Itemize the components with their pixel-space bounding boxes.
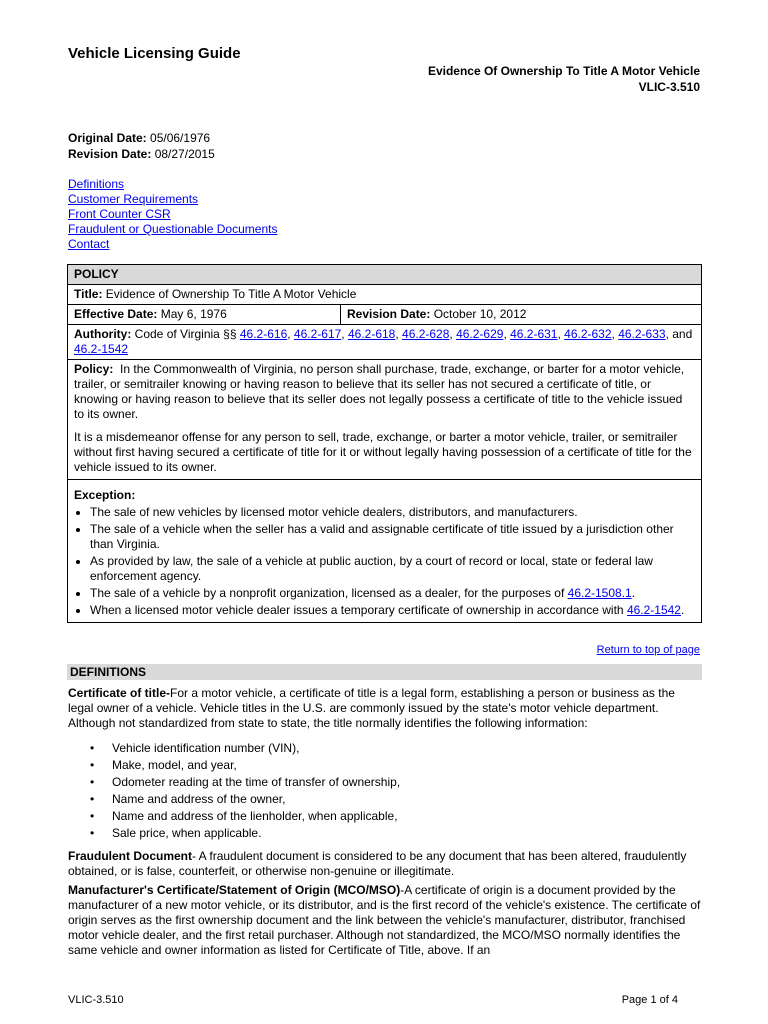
- policy-title-cell: [68, 285, 702, 305]
- list-item: • Name and address of the lienholder, when applicable,: [112, 808, 702, 825]
- document-title: Evidence Of Ownership To Title A Motor Vehicle: [427, 64, 700, 78]
- exception-item: • The sale of a vehicle by a nonprofit organization, licensed as a dealer, for the purposes of 46.2-1508.1.: [90, 586, 695, 601]
- mco-term: Manufacturer's Certificate/Statement of Origin (MCO/MSO): [68, 883, 401, 897]
- exception-label: Exception:: [74, 488, 136, 502]
- authority-text: Code of Virginia §§: [134, 327, 237, 341]
- definitions-heading: DEFINITIONS: [67, 664, 702, 680]
- policy-revision-date-cell: [341, 305, 702, 325]
- authority-label: Authority:: [74, 327, 132, 341]
- authority-link[interactable]: 46.2-618: [347, 327, 396, 341]
- exception-item: • The sale of a vehicle when the seller has a valid and assignable certificate of title issued by a jurisdiction other than Virginia.: [90, 522, 695, 552]
- certificate-of-title-definition: [68, 686, 702, 731]
- certificate-info-list: [68, 740, 702, 842]
- certificate-of-title-text: For a motor vehicle, a certificate of title is a legal form, establishing a person or business as the legal owner of a vehicle. Vehicle titles in the U.S. are commonly issued by the state's motor vehicle department. Although not standardized from state to state, the title normally identifies the following information:: [68, 686, 675, 730]
- authority-link[interactable]: 46.2-628: [402, 327, 450, 341]
- effective-date-cell: [68, 305, 341, 325]
- policy-heading: POLICY: [68, 265, 702, 285]
- revision-date-row: [68, 147, 215, 161]
- exception-item: • The sale of new vehicles by licensed motor vehicle dealers, distributors, and manufacturers.: [90, 505, 695, 520]
- authority-link[interactable]: 46.2-617: [293, 327, 342, 341]
- policy-table: [67, 264, 702, 623]
- policy-paragraph-1: In the Commonwealth of Virginia, no person shall purchase, trade, exchange, or barter for a motor vehicle, trailer, or semitrailer knowing or having reason to believe that its seller has not secured a certificate of title, or knowing or having reason to believe that its seller does not legally possess a certificate of title to the vehicle issued to its owner.: [74, 362, 685, 421]
- authority-link[interactable]: 46.2-629: [456, 327, 504, 341]
- certificate-info-list-wrap: [68, 740, 702, 842]
- fraudulent-document-term: Fraudulent Document: [68, 849, 193, 863]
- document-code: VLIC-3.510: [638, 80, 700, 94]
- authority-link[interactable]: 46.2-632: [564, 327, 612, 341]
- link-definitions[interactable]: Definitions: [68, 177, 125, 191]
- return-to-top-link[interactable]: Return to top of page: [596, 644, 700, 656]
- policy-revision-date-label: Revision Date:: [347, 307, 431, 321]
- fraudulent-document-definition: [68, 849, 702, 879]
- link-customer-requirements[interactable]: Customer Requirements: [68, 192, 199, 206]
- list-item: • Name and address of the owner,: [112, 791, 702, 808]
- toc-links: [68, 177, 277, 252]
- mco-definition: [68, 883, 702, 958]
- exception-text: When a licensed motor vehicle dealer issues a temporary certificate of ownership in accordance with: [90, 603, 624, 617]
- link-contact[interactable]: Contact: [68, 237, 110, 251]
- policy-statement-cell: [68, 360, 702, 480]
- list-item: • Sale price, when applicable.: [112, 825, 702, 842]
- effective-date-value: May 6, 1976: [160, 307, 227, 321]
- authority-cell: Authority: Code of Virginia §§ 46.2-616, 46.2-617, 46.2-618, 46.2-628, 46.2-629, 46.2-631, 46.2-632, 46.2-633, and 46.2-1542: [68, 325, 702, 360]
- link-front-counter-csr[interactable]: Front Counter CSR: [68, 207, 171, 221]
- exception-item: • As provided by law, the sale of a vehicle at public auction, by a court of record or local, state or federal law enforcement agency.: [90, 554, 695, 584]
- original-date-label: Original Date:: [68, 131, 147, 145]
- policy-title-label: Title:: [74, 287, 103, 301]
- list-item: • Make, model, and year,: [112, 757, 702, 774]
- revision-date-label: Revision Date:: [68, 147, 152, 161]
- exception-link[interactable]: 46.2-1508.1: [567, 586, 632, 600]
- authority-and: and: [672, 327, 693, 341]
- original-date-value: 05/06/1976: [150, 131, 211, 145]
- authority-link[interactable]: 46.2-633: [618, 327, 666, 341]
- certificate-of-title-term: Certificate of title-: [68, 686, 171, 700]
- list-item: • Odometer reading at the time of transfer of ownership,: [112, 774, 702, 791]
- link-fraudulent-documents[interactable]: Fraudulent or Questionable Documents: [68, 222, 278, 236]
- policy-paragraph-2: It is a misdemeanor offense for any person to sell, trade, exchange, or barter a motor vehicle, trailer, or semitrailer without first having secured a certificate of title for it or without legally having possession of a certificate of title for the vehicle issued to its owner.: [74, 430, 692, 474]
- mco-text: -A certificate of origin is a document provided by the manufacturer of a new motor vehicle, or its distributor, and is the first record of the vehicle's existence. The certificate of origin serves as the first ownership document and the link between the vehicle's manufacturer, distributor, franchised motor vehicle dealer, and the first retail purchaser. Although not standardized, the MCO/MSO normally identifies the same vehicle and owner information as listed for Certificate of Title, above. If an: [68, 883, 701, 957]
- original-date-row: [68, 131, 210, 145]
- authority-link[interactable]: 46.2-631: [510, 327, 558, 341]
- exception-list: [74, 505, 695, 618]
- policy-title-value: Evidence of Ownership To Title A Motor Vehicle: [105, 287, 357, 301]
- exception-link[interactable]: 46.2-1542: [626, 603, 681, 617]
- authority-link[interactable]: 46.2-1542: [74, 342, 129, 356]
- fraudulent-document-text: - A fraudulent document is considered to be any document that has been altered, fraudulently obtained, or is false, counterfeit, or otherwise non-genuine or illegitimate.: [68, 849, 687, 878]
- list-item: • Vehicle identification number (VIN),: [112, 740, 702, 757]
- exception-text: The sale of a vehicle by a nonprofit organization, licensed as a dealer, for the purposes of: [90, 586, 565, 600]
- effective-date-label: Effective Date:: [74, 307, 158, 321]
- footer-document-code: VLIC-3.510: [68, 994, 124, 1006]
- guide-title: Vehicle Licensing Guide: [68, 45, 241, 62]
- policy-label: Policy:: [74, 362, 114, 376]
- policy-revision-date-value: October 10, 2012: [433, 307, 527, 321]
- authority-link[interactable]: 46.2-616: [239, 327, 288, 341]
- footer-page-number: Page 1 of 4: [621, 994, 678, 1006]
- exception-item: • When a licensed motor vehicle dealer issues a temporary certificate of ownership in accordance with 46.2-1542.: [90, 603, 695, 618]
- revision-date-value: 08/27/2015: [154, 147, 215, 161]
- exception-cell: [68, 480, 702, 623]
